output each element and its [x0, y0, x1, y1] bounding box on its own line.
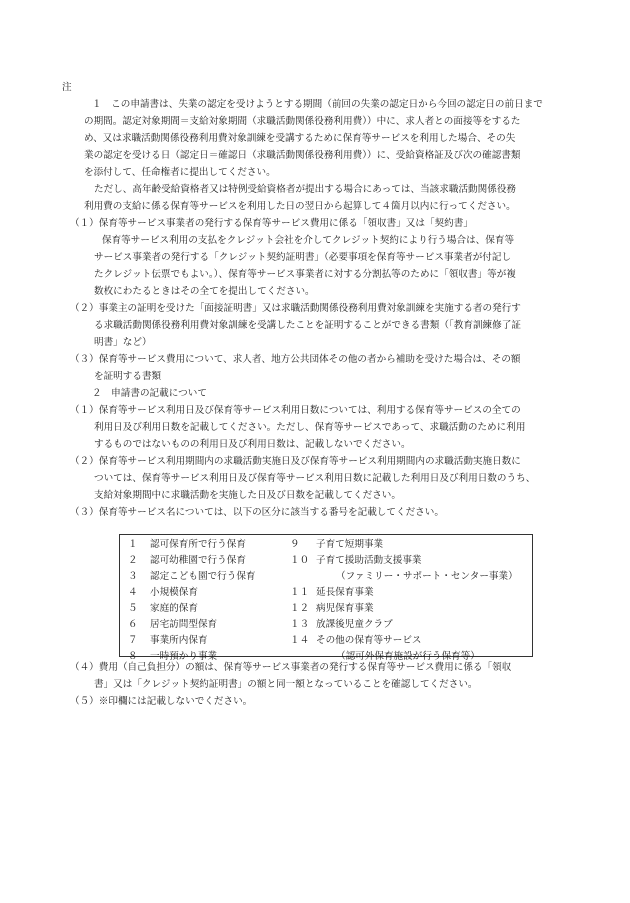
note-line: め、又は求職活動関係役務利用費対象訓練を受講するために保育等サービスを利用した場合、その失: [84, 133, 516, 144]
category-number: １３: [290, 619, 310, 630]
category-row: [290, 553, 518, 569]
category-name: 病児保育事業: [316, 603, 374, 614]
category-name: その他の保育等サービス: [316, 635, 422, 646]
category-number: ８: [128, 651, 138, 662]
category-number: ２: [128, 555, 138, 566]
category-number: ９: [290, 539, 300, 550]
note-line: 利用日及び利用日数を記載してください。ただし、保育等サービスであって、求職活動のために利用: [94, 422, 526, 433]
category-name: 家庭的保育: [150, 603, 198, 614]
note-line: （４）費用（自己負担分）の額は、保育等サービス事業者の発行する保育等サービス費用に係る「領収: [70, 662, 512, 673]
category-number: ５: [128, 603, 138, 614]
note-line: ２ 申請書の記載について: [92, 388, 207, 399]
category-row: [128, 633, 256, 649]
category-number: １１: [290, 587, 310, 598]
category-number: １４: [290, 635, 310, 646]
category-name: 放課後児童クラブ: [316, 619, 393, 630]
category-name: 認定こども園で行う保育: [150, 571, 256, 582]
notes-body-bottom: [62, 659, 572, 710]
category-number: ６: [128, 619, 138, 630]
note-line: たクレジット伝票でもよい。）、保育等サービス事業者に対する分割払等のために「領収書」等が複: [94, 269, 516, 280]
note-line: （２）事業主の証明を受けた「面接証明書」又は求職活動関係役務利用費対象訓練を実施する者の発行す: [70, 303, 521, 314]
note-line: 利用費の支給に係る保育等サービスを利用した日の翌日から起算して４箇月以内に行ってください。: [84, 201, 516, 212]
category-name: 認可幼稚園で行う保育: [150, 555, 246, 566]
category-name: 事業所内保育: [150, 635, 208, 646]
category-row: [128, 569, 256, 585]
note-line: １ この申請書は、失業の認定を受けようとする期間（前回の失業の認定日から今回の認定日の前日まで: [92, 99, 543, 110]
note-line: を添付して、任命権者に提出してください。: [84, 167, 276, 178]
note-line: （３）保育等サービス費用について、求人者、地方公共団体その他の者から補助を受けた場合は、その額: [70, 354, 521, 365]
note-line: ただし、高年齢受給資格者又は特例受給資格者が提出する場合にあっては、当該求職活動関係役務: [94, 184, 517, 195]
note-line: 保育等サービス利用の支払をクレジット会社を介してクレジット契約により行う場合は、保育等: [102, 235, 515, 246]
category-row: [290, 601, 518, 617]
note-line: （２）保育等サービス利用期間内の求職活動実施日及び保育等サービス利用期間内の求職活動実施日数に: [70, 456, 521, 467]
note-line: （１）保育等サービス事業者の発行する保育等サービス費用に係る「領収書」又は「契約書」: [70, 218, 473, 229]
note-line: 明書」など）: [94, 337, 152, 348]
notes-heading: 注: [62, 82, 72, 93]
category-number: ３: [128, 571, 138, 582]
category-name: 一時預かり事業: [150, 651, 218, 662]
service-category-table: [119, 534, 533, 662]
category-row: [290, 537, 518, 553]
note-line: る求職活動関係役務利用費対象訓練を受講したことを証明することができる書類（「教育訓練修了証: [94, 320, 521, 331]
note-line: するものではないものの利用日及び利用日数は、記載しないでください。: [94, 439, 411, 450]
category-name: 子育て援助活動支援事業: [316, 555, 422, 566]
category-row: [290, 633, 518, 649]
note-line: ついては、保育等サービス利用日及び保育等サービス利用日数に記載した利用日及び利用日数のうち、: [94, 473, 536, 484]
category-name: （認可外保育施設が行う保育等）: [336, 651, 480, 662]
category-number: ７: [128, 635, 138, 646]
category-name: （ファミリー・サポート・センター事業）: [336, 571, 518, 582]
note-line: 支給対象期間中に求職活動を実施した日及び日数を記載してください。: [94, 490, 401, 501]
note-line: の期間。認定対象期間＝支給対象期間（求職活動関係役務利用費））中に、求人者との面接等をするた: [84, 116, 521, 127]
category-row: [128, 537, 256, 553]
category-row: [128, 553, 256, 569]
note-line: を証明する書類: [94, 371, 162, 382]
note-line: サービス事業者の発行する「クレジット契約証明書」（必要事項を保育等サービス事業者が付記し: [94, 252, 512, 263]
category-row: [128, 585, 256, 601]
category-number: ４: [128, 587, 138, 598]
category-row: [128, 601, 256, 617]
note-line: 数枚にわたるときはその全てを提出してください。: [94, 286, 315, 297]
category-row: [290, 569, 518, 585]
note-line: （３）保育等サービス名については、以下の区分に該当する番号を記載してください。: [70, 507, 444, 518]
notes-body-top: [62, 96, 572, 521]
note-line: （１）保育等サービス利用日及び保育等サービス利用日数については、利用する保育等サービスの全ての: [70, 405, 521, 416]
note-line: 業の認定を受ける日（認定日＝確認日（求職活動関係役務利用費））に、受給資格証及び次の確認書類: [84, 150, 521, 161]
category-column-right: [290, 537, 518, 665]
category-row: [128, 617, 256, 633]
category-name: 延長保育事業: [316, 587, 374, 598]
category-name: 小規模保育: [150, 587, 198, 598]
category-number: １２: [290, 603, 310, 614]
category-name: 子育て短期事業: [316, 539, 384, 550]
category-name: 居宅訪問型保育: [150, 619, 218, 630]
note-line: （５）※印欄には記載しないでください。: [70, 696, 253, 707]
category-name: 認可保育所で行う保育: [150, 539, 246, 550]
category-column-left: [128, 537, 256, 665]
category-number: １: [128, 539, 138, 550]
note-line: 書」又は「クレジット契約証明書」の額と同一額となっていることを確認してください。: [94, 679, 478, 690]
category-number: １０: [290, 555, 310, 566]
category-row: [290, 585, 518, 601]
category-row: [290, 617, 518, 633]
